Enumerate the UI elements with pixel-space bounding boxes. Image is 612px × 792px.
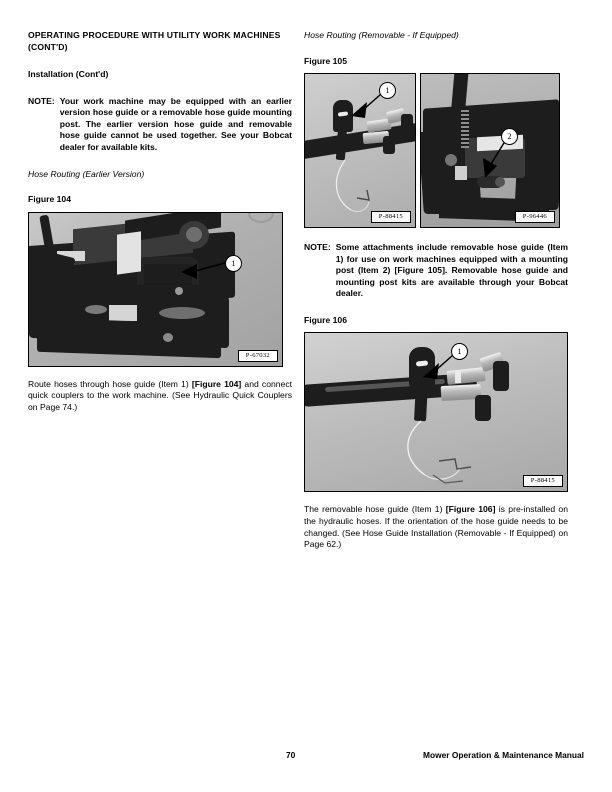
figure-104-image bbox=[28, 212, 283, 367]
paragraph-part-1: Route hoses through hose guide (Item 1) bbox=[28, 378, 192, 389]
figure-105-panel-left bbox=[304, 73, 416, 228]
subheading-hose-routing-removable: Hose Routing (Removable - If Equipped) bbox=[304, 30, 459, 40]
callout-leader-line bbox=[305, 74, 416, 228]
note-tag: NOTE: bbox=[28, 95, 55, 106]
paragraph-part-2: and connect quick couplers to the work machine. (See Hydraulic Quick Couplers on Page 74.) bbox=[28, 378, 293, 412]
note-text: Your work machine may be equipped with an earlier version hose guide or a removable hose guide mounting post. The earlier version hose guide and removable hose guide cannot be used together. See your Bobcat dealer for available kits. bbox=[59, 95, 292, 153]
right-column bbox=[304, 30, 568, 551]
paragraph-part-2: is pre-installed on the hydraulic hoses. If the orientation of the hose guide needs to be changed. (See Hose Guide Installation (Removable - If Equipped) on Page 62.) bbox=[304, 504, 568, 550]
note-block-2 bbox=[304, 242, 568, 300]
page-number: 70 bbox=[286, 750, 296, 760]
callout-marker-1: 1 bbox=[379, 82, 396, 99]
figure-105-panel-right bbox=[420, 73, 560, 228]
figure-reference-104: [Figure 104] bbox=[191, 378, 242, 389]
subheading-hose-routing-earlier: Hose Routing (Earlier Version) bbox=[28, 168, 145, 179]
callout-leader-line bbox=[421, 74, 560, 228]
manual-title: Mower Operation & Maintenance Manual bbox=[422, 750, 584, 760]
figure-106-label: Figure 106 bbox=[304, 314, 347, 325]
page-footer bbox=[28, 750, 584, 762]
paragraph-part-1: The removable hose guide (Item 1) bbox=[304, 504, 446, 515]
section-heading: Installation (Cont'd) bbox=[28, 69, 109, 80]
callout-leader-line bbox=[29, 213, 283, 367]
figure-104-label: Figure 104 bbox=[28, 194, 71, 205]
figure-reference-106: [Figure 106] bbox=[445, 504, 496, 515]
figure-105-label: Figure 105 bbox=[304, 55, 347, 66]
note-text: Some attachments include removable hose guide (Item 1) for use on work machines equipped with a mounting post (Item 2) [Figure 105]. Removable hose guide and mounting post kits are available through your Bobcat dealer. bbox=[335, 242, 568, 299]
figure-106-image bbox=[304, 332, 568, 492]
left-column bbox=[28, 30, 292, 413]
callout-leader-line bbox=[305, 333, 568, 492]
paragraph-removable-hose-guide bbox=[304, 504, 568, 550]
photo-id-plate: P-88415 bbox=[371, 211, 411, 223]
note-tag: NOTE: bbox=[304, 242, 331, 252]
note-block-1 bbox=[28, 96, 292, 154]
callout-marker-2: 2 bbox=[501, 128, 518, 145]
page-title: OPERATING PROCEDURE WITH UTILITY WORK MACHINES (CONT'D) bbox=[28, 30, 281, 52]
photo-id-plate: P-96446 bbox=[515, 211, 555, 223]
callout-marker-1: 1 bbox=[225, 255, 242, 272]
photo-id-plate: P-88415 bbox=[523, 475, 563, 487]
callout-marker-1: 1 bbox=[451, 343, 468, 360]
paragraph-route-hoses bbox=[28, 379, 292, 414]
photo-id-plate: P-67032 bbox=[238, 350, 278, 362]
figure-105-image-row bbox=[304, 73, 568, 228]
